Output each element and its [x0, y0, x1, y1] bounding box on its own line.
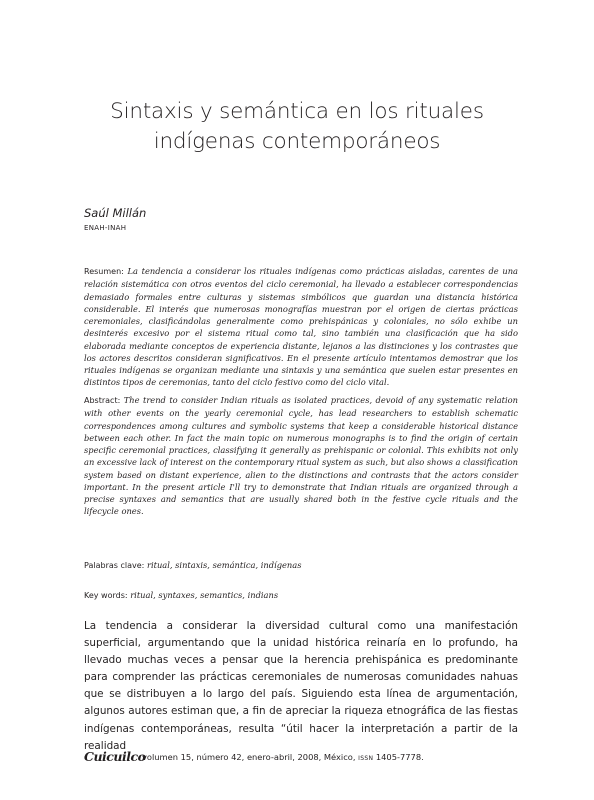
author-name: Saúl Millán — [84, 206, 147, 220]
footer-citation-line — [142, 752, 424, 762]
footer-citation: volumen 15, número 42, enero-abril, 2008, México, — [142, 752, 356, 762]
article-title — [60, 97, 534, 157]
keywords-english-label: Key words: — [84, 591, 128, 600]
footer-issn-label: ISSN — [358, 755, 374, 762]
page-footer — [84, 749, 524, 771]
title-line-2: indígenas contemporáneos — [153, 129, 441, 154]
resumen-label: Resumen: — [84, 267, 124, 276]
journal-logo: Cuicuilco — [84, 749, 146, 764]
body-paragraph: La tendencia a considerar la diversidad cultural como una manifestación superficial, argumentando que la unidad histórica reinaría en lo profundo, ha llevado muchas veces a pensar que la herencia prehispánica es predominante para comprender las prácticas ceremoniales de numerosas comunidades nahuas que se distribuyen a lo largo del país. Siguiendo esta línea de argumentación, algunos autores estiman que, a fin de apreciar la riqueza etnográfica de las fiestas indígenas contemporáneas, resulta “útil hacer la interpretación a partir de la realidad — [84, 620, 518, 752]
abstract-block — [84, 394, 518, 518]
title-line-1: Sintaxis y semántica en los rituales — [110, 99, 484, 124]
resumen-text: La tendencia a considerar los rituales indígenas como prácticas aisladas, carentes de una relación sistemática con otros eventos del ciclo ceremonial, ha llevado a establecer correspondencias demasiado formales entre culturas y sistemas simbólicos que guardan una distancia histórica considerable. El interés que numerosas monografías muestran por el origen de ciertas prácticas ceremoniales, clasificándolas generalmente como prehispánicas y coloniales, no sólo exhibe un desinterés excesivo por el sistema ritual como tal, sino también una clasificación que ha sido elaborada mediante conceptos de experiencia distante, lejanos a las distinciones y los contrastes que los actores descritos consideran significativos. En el presente artículo intentamos demostrar que los rituales indígenas se organizan mediante una sintaxis y una semántica que suelen estar presentes en distintos tipos de ceremonias, tanto del ciclo festivo como del ciclo vital. — [84, 266, 518, 388]
abstract-label: Abstract: — [84, 396, 121, 405]
keywords-spanish-text: ritual, sintaxis, semántica, indígenas — [147, 560, 302, 570]
keywords-english — [84, 590, 278, 600]
keywords-spanish-label: Palabras clave: — [84, 561, 145, 570]
author-affiliation: ENAH-INAH — [84, 224, 127, 232]
keywords-english-text: ritual, syntaxes, semantics, indians — [130, 590, 279, 600]
keywords-spanish — [84, 560, 302, 570]
resumen-block — [84, 265, 518, 389]
abstract-text: The trend to consider Indian rituals as isolated practices, devoid of any systematic relation with other events on the yearly ceremonial cycle, has lead researchers to establish schematic correspondences among cultures and symbolic systems that keep a considerable historical distance between each other. In fact the main topic on numerous monographs is to find the origin of certain specific ceremonial practices, classifying it generally as prehispanic or colonial. This exhibits not only an excessive lack of interest on the contemporary ritual system as such, but also shows a classification system based on distant experience, alien to the distinctions and contrasts that the actors consider important. In the present article I'll try to demonstrate that Indian rituals are organized through a precise syntaxes and semantics that are usually shared both in the festive cycle rituals and the lifecycle ones. — [84, 395, 518, 517]
footer-issn: 1405-7778. — [375, 752, 424, 762]
